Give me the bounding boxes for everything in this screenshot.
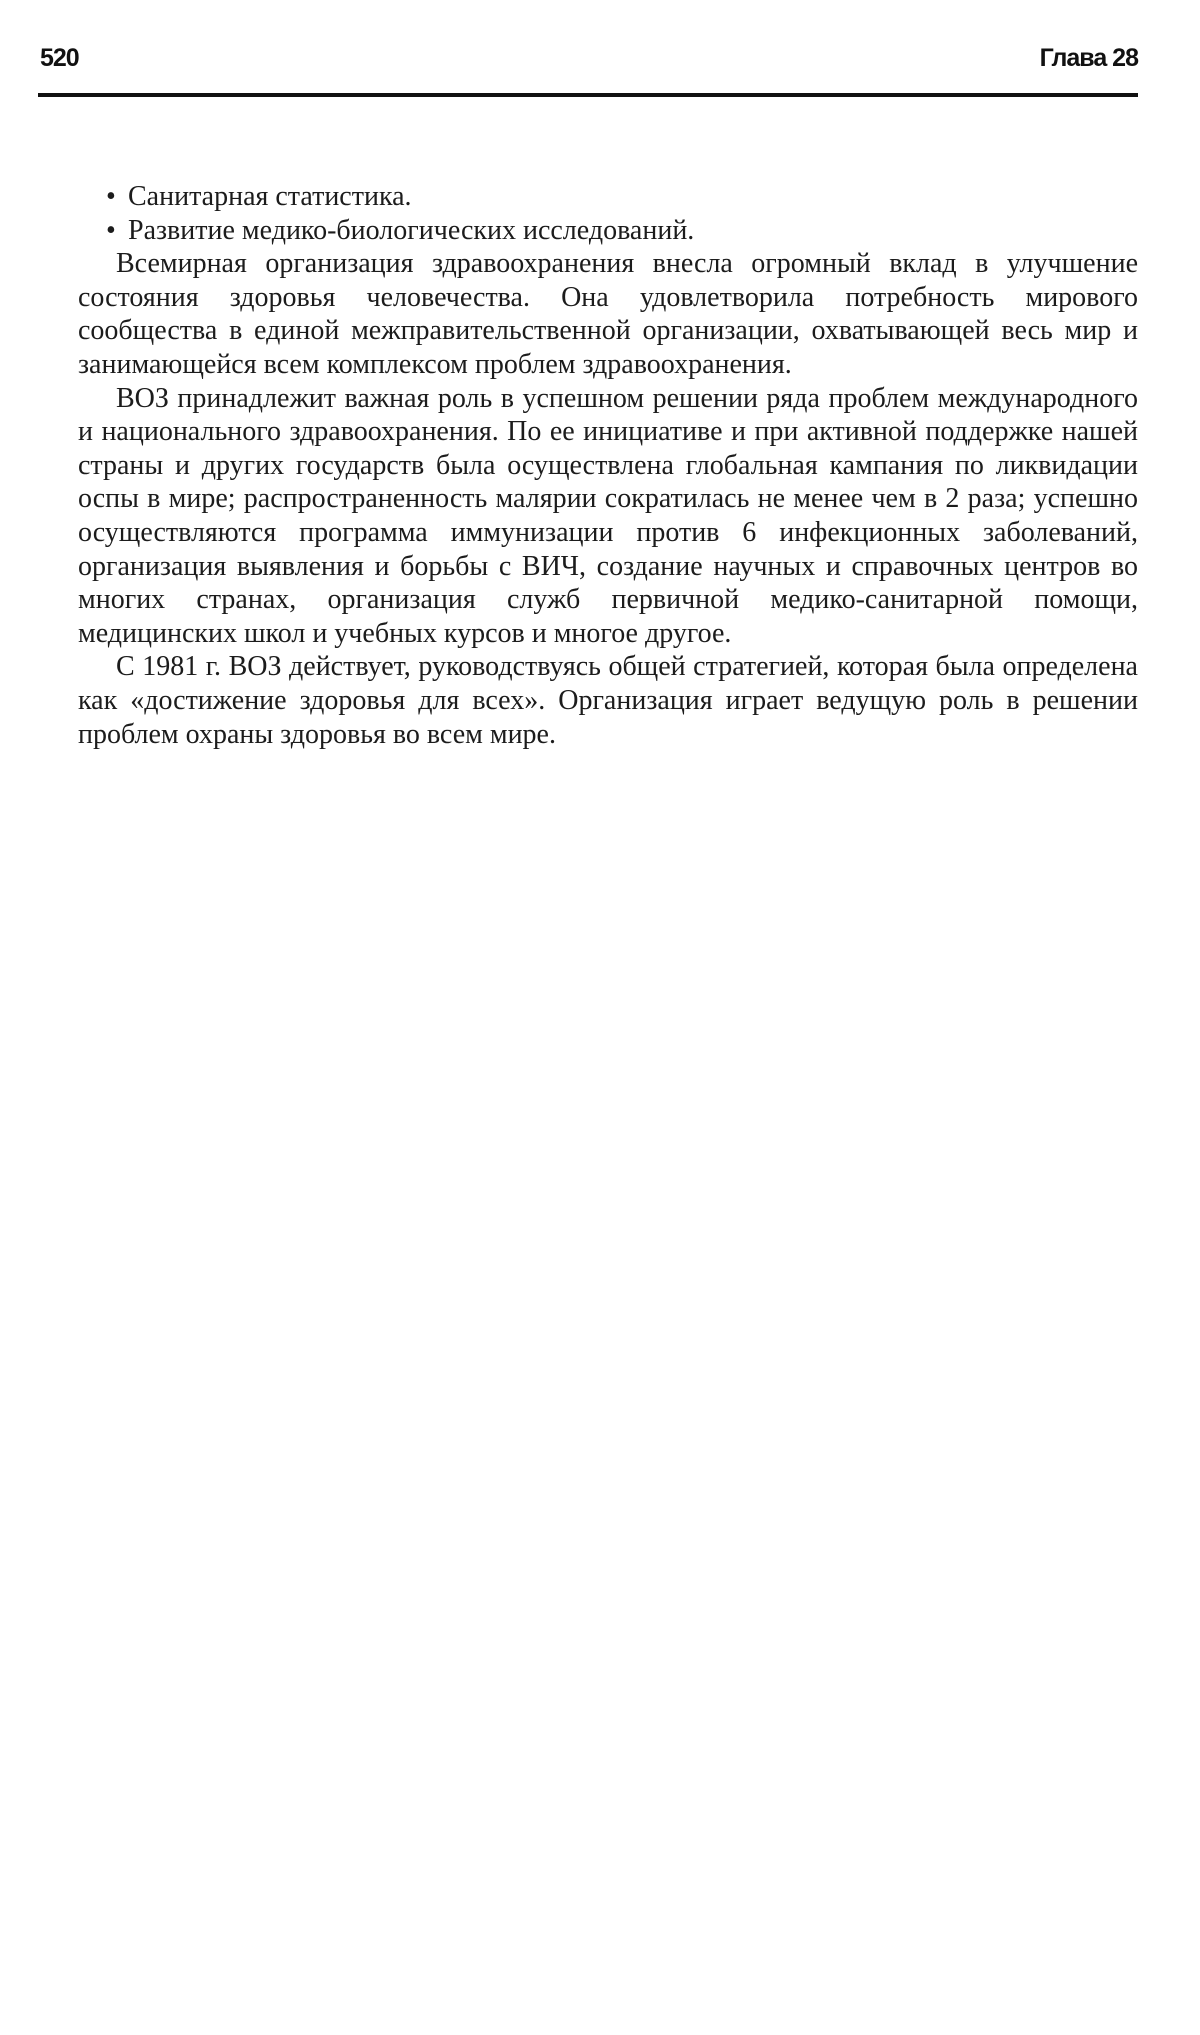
page-number: 520: [40, 44, 79, 72]
body-text: [78, 180, 1138, 751]
bullet-icon: •: [106, 214, 116, 246]
paragraph-who-role: ВОЗ принадлежит важная роль в успешном решении ряда проблем международного и национального здравоохранения. По ее инициативе и при активной поддержке нашей страны и других государств была осуществлена глобальная кампания по ликвидации оспы в мире; распространенность малярии сократилась не менее чем в 2 раза; успешно осуществляются программа иммунизации против 6 инфекционных заболеваний, организация выявления и борьбы с ВИЧ, создание научных и справочных центров во многих странах, организация служб первичной медико-санитарной помощи, медицинских школ и учебных курсов и многое другое.: [78, 382, 1138, 649]
paragraph-who-strategy: С 1981 г. ВОЗ действует, руководствуясь общей стратегией, которая была определена как «достижение здоровья для всех». Организация играет ведущую роль в решении проблем охраны здоровья во всем мире.: [78, 651, 1138, 750]
bullet-icon: •: [106, 181, 116, 212]
bullet-text: Санитарная статистика.: [128, 181, 412, 212]
paragraph-who-contribution: Всемирная организация здравоохранения внесла огромный вклад в улучшение состояния здоровья человечества. Она удовлетворила потребность мирового сообщества в единой межправительственной организации, охватывающей весь мир и занимающейся всем комплексом проблем здравоохранения.: [78, 248, 1138, 380]
running-head: [38, 40, 1138, 80]
bullet-item-sanitary-statistics: [78, 180, 1138, 214]
bullet-item-biomedical-research: [78, 214, 1138, 248]
header-rule: [38, 93, 1138, 97]
bullet-text: Развитие медико-биологических исследований.: [128, 214, 695, 246]
chapter-label: Глава 28: [1039, 44, 1138, 72]
